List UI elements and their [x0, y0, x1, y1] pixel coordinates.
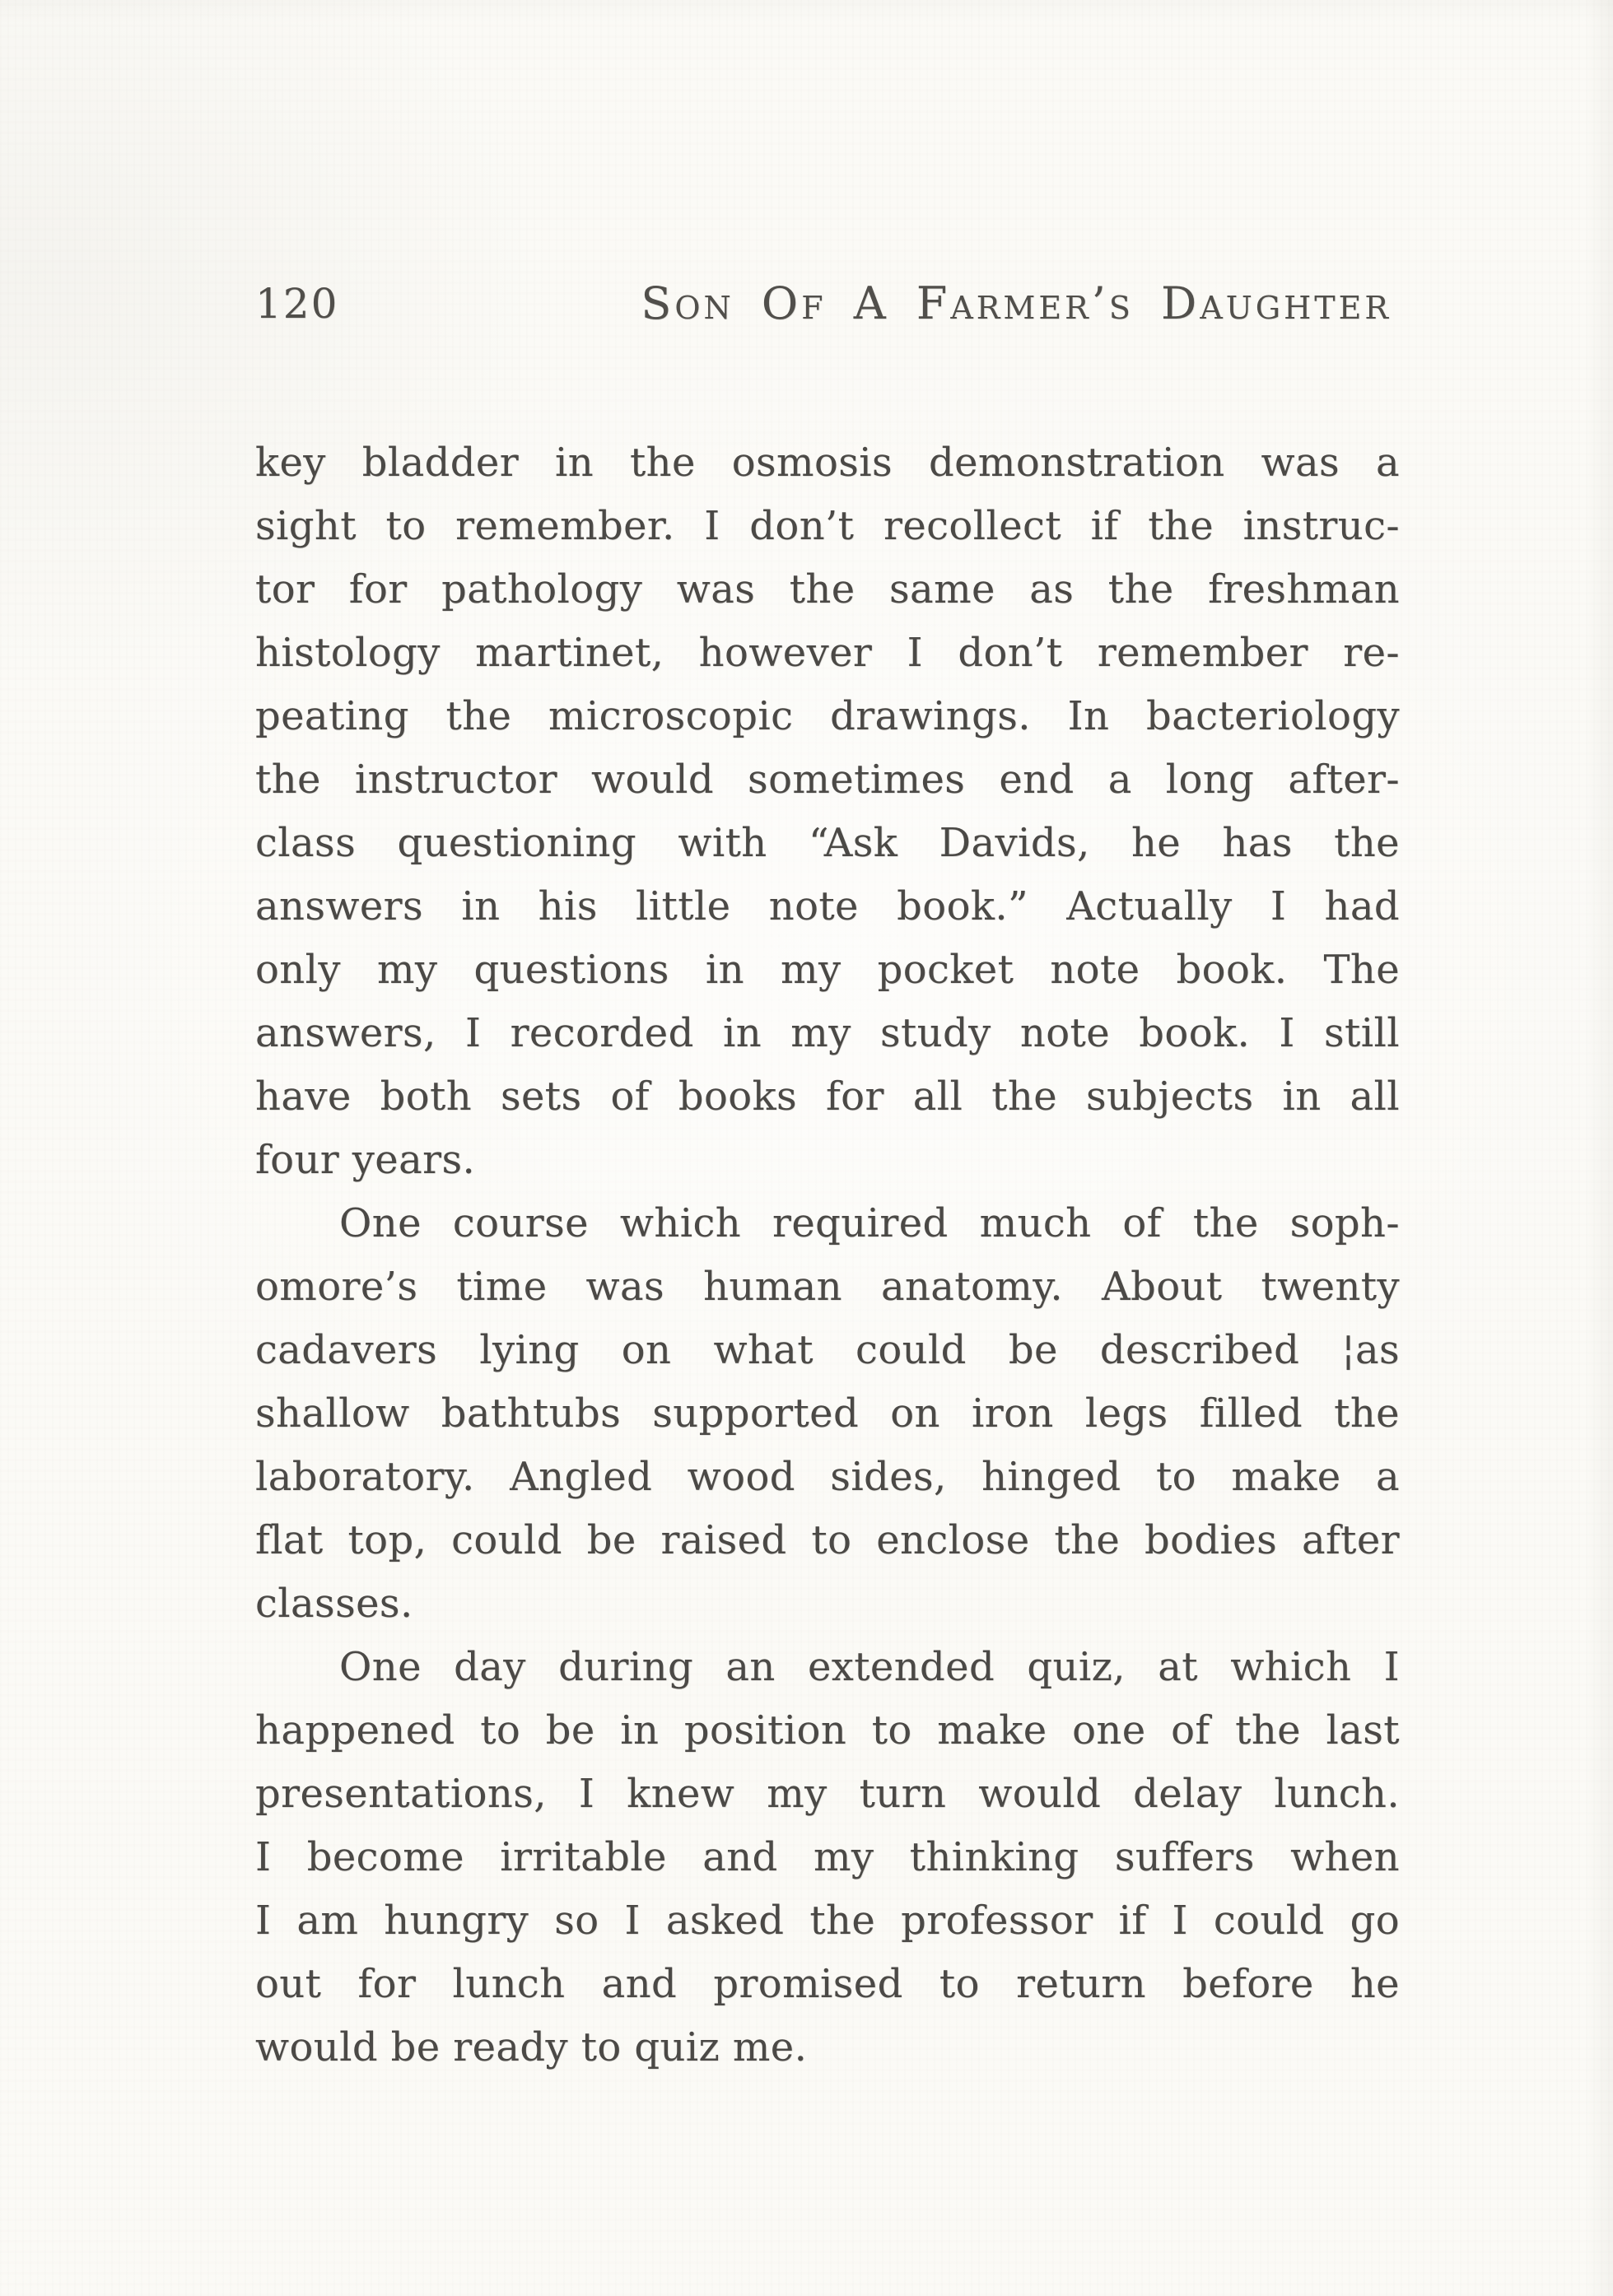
- text-line: answers in his little note book.” Actually I had: [255, 883, 1400, 929]
- text-line: the instructor would sometimes end a long after-: [255, 757, 1400, 803]
- text-line: One course which required much of the soph-: [339, 1200, 1400, 1246]
- text-line: key bladder in the osmosis demonstration was a: [255, 440, 1400, 486]
- text-line: peating the microscopic drawings. In bacteriology: [255, 693, 1400, 739]
- page-number: 120: [255, 280, 339, 328]
- text-line: only my questions in my pocket note book. The: [255, 947, 1400, 993]
- text-line: class questioning with “Ask Davids, he has the: [255, 820, 1400, 866]
- text-line: answers, I recorded in my study note book. I still: [255, 1010, 1400, 1056]
- text-line: flat top, could be raised to enclose the bodies after: [255, 1517, 1400, 1563]
- text-line: have both sets of books for all the subjects in all: [255, 1073, 1400, 1120]
- text-line: tor for pathology was the same as the freshman: [255, 566, 1400, 612]
- text-line: presentations, I knew my turn would delay lunch.: [255, 1771, 1400, 1817]
- text-line: classes.: [255, 1581, 413, 1627]
- text-line: out for lunch and promised to return before he: [255, 1961, 1400, 2007]
- text-line: histology martinet, however I don’t remember re-: [255, 630, 1400, 676]
- text-block: [255, 431, 1400, 2079]
- text-line: happened to be in position to make one of the last: [255, 1707, 1400, 1753]
- text-line: shallow bathtubs supported on iron legs filled the: [255, 1390, 1400, 1437]
- text-line: laboratory. Angled wood sides, hinged to make a: [255, 1454, 1400, 1500]
- page-header: [255, 260, 1400, 329]
- running-head: Son Of A Farmer’s Daughter: [641, 277, 1392, 329]
- text-line: I become irritable and my thinking suffers when: [255, 1834, 1400, 1880]
- text-line: I am hungry so I asked the professor if I could go: [255, 1898, 1400, 1944]
- text-line: sight to remember. I don’t recollect if the instruc-: [255, 503, 1400, 549]
- text-line: cadavers lying on what could be described ¦as: [255, 1327, 1400, 1373]
- text-line: One day during an extended quiz, at which I: [339, 1644, 1400, 1690]
- text-line: four years.: [255, 1137, 476, 1183]
- text-line: omore’s time was human anatomy. About twenty: [255, 1264, 1400, 1310]
- text-line: would be ready to quiz me.: [255, 2024, 808, 2070]
